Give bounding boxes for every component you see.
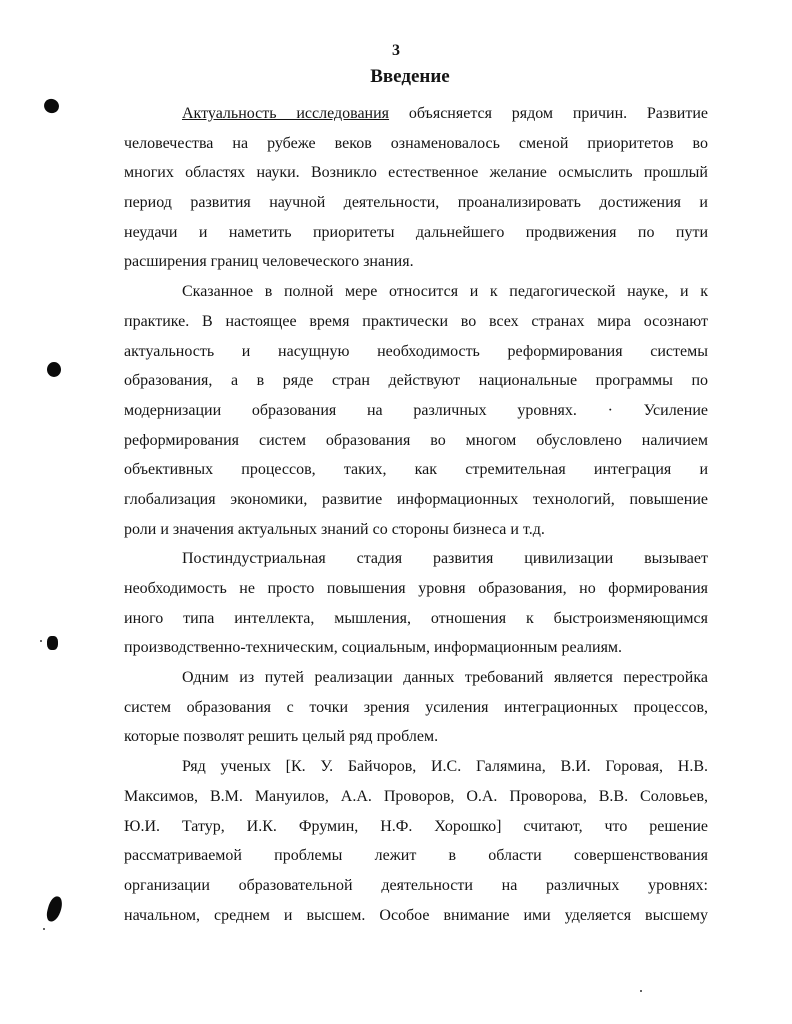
text-line: человечества на рубеже веков ознаменовалось сменой приоритетов во [124,134,708,152]
ink-blot [42,97,61,115]
ink-blot [45,895,64,923]
text-line: образования, а в ряде стран действуют национальные программы по [124,372,708,390]
body-text [124,99,708,930]
text-line: актуальность и насущную необходимость реформирования системы [124,342,708,360]
text-line: систем образования с точки зрения усиления интеграционных процессов, [124,698,708,716]
text-line: расширения границ человеческого знания. [124,253,414,271]
page-number: 3 [392,42,400,59]
text-line: необходимость не просто повышения уровня образования, но формирования [124,580,708,597]
text-line: Постиндустриальная стадия развития цивилизации вызывает [182,550,708,568]
text-line: Ряд ученых [К. У. Байчоров, И.С. Галямина, В.И. Горовая, Н.В. [182,758,708,776]
scan-speck [40,640,42,642]
text-line: практике. В настоящее время практически во всех странах мира осознают [124,312,708,330]
text-line: Ю.И. Татур, И.К. Фрумин, Н.Ф. Хорошко] считают, что решение [124,817,708,835]
text-line: которые позволят решить целый ряд проблем. [124,728,439,746]
text-line: многих областях науки. Возникло естественное желание осмыслить прошлый [124,164,708,182]
text-line: Сказанное в полной мере относится и к педагогической науке, и к [182,283,708,301]
text-line: Максимов, В.М. Мануилов, А.А. Проворов, О.А. Проворова, В.В. Соловьев, [124,787,708,805]
text-line: производственно-техническим, социальным, информационным реалиям. [124,639,623,657]
ink-blot [47,362,61,377]
text-line: роли и значения актуальных знаний со стороны бизнеса и т.д. [124,520,545,538]
scan-speck [43,928,45,930]
text-line: Актуальность исследования объясняется рядом причин. Развитие [182,105,708,122]
section-title: Введение [370,66,450,87]
text-line: неудачи и наметить приоритеты дальнейшего продвижения по пути [124,223,708,241]
ink-blot [47,636,58,650]
text-line: организации образовательной деятельности на различных уровнях: [124,876,708,894]
text-line: реформирования систем образования во многом обусловлено наличием [124,431,708,449]
text-line: иного типа интеллекта, мышления, отношения к быстроизменяющимся [124,609,708,627]
text-line: начальном, среднем и высшем. Особое внимание ими уделяется высшему [124,906,708,924]
text-line: объективных процессов, таких, как стремительная интеграция и [124,461,708,479]
text-line: модернизации образования на различных уровнях. · Усиление [124,401,708,419]
scan-speck [640,990,642,992]
underlined-phrase: Актуальность исследования [182,105,390,122]
text-line: рассматриваемой проблемы лежит в области совершенствования [124,847,708,865]
text-line: период развития научной деятельности, проанализировать достижения и [124,194,708,212]
text-line: Одним из путей реализации данных требований является перестройка [182,669,708,687]
text-line: глобализация экономики, развитие информационных технологий, повышение [124,490,708,508]
